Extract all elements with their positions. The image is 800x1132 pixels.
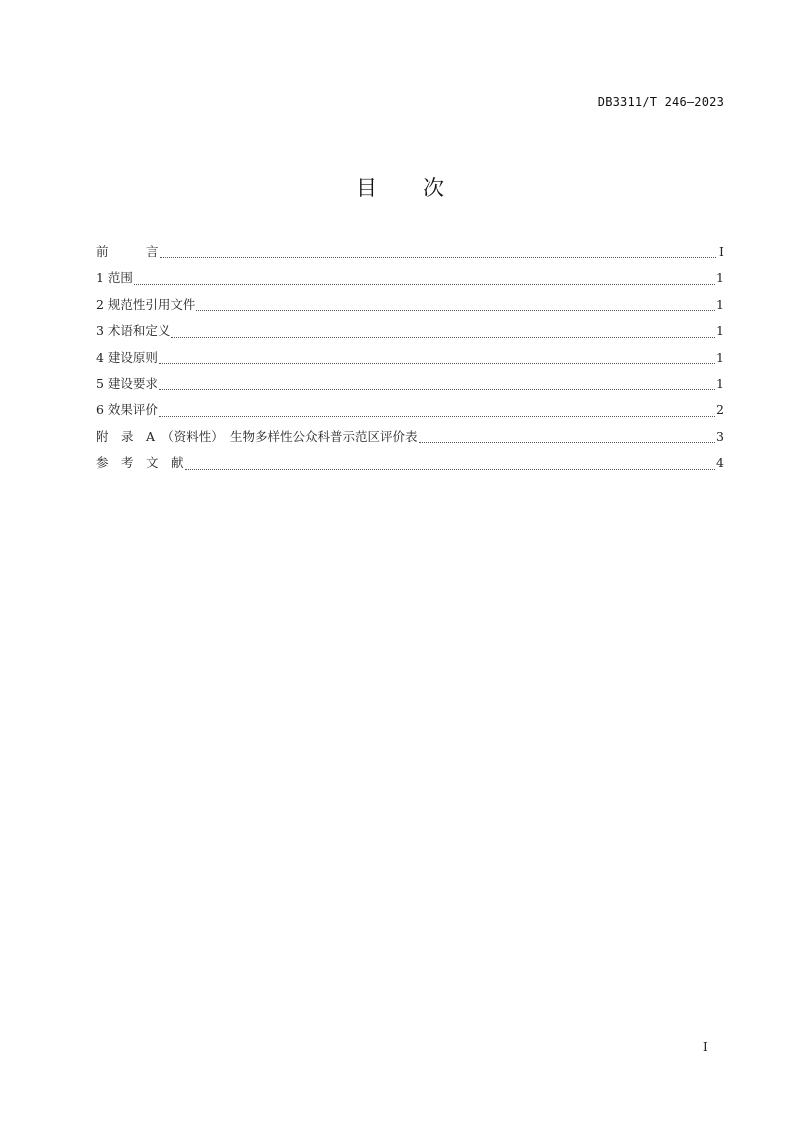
toc-entry-foreword[interactable] — [96, 242, 724, 268]
toc-entry-page: 3 — [716, 428, 724, 444]
toc-entry-page: 1 — [716, 349, 724, 365]
dot-leader — [159, 389, 715, 390]
toc-entry-page: 1 — [716, 375, 724, 391]
toc-entry-label: 5 建设要求 — [96, 375, 158, 391]
toc-entry-label: 参 考 文 献 — [96, 455, 184, 471]
toc-entry-label: 附 录 A （资料性） 生物多样性公众科普示范区评价表 — [96, 428, 418, 444]
toc-entry-page: I — [719, 244, 724, 259]
toc-entry-terms-definitions[interactable] — [96, 321, 724, 347]
standard-code: DB3311/T 246—2023 — [597, 95, 724, 109]
toc-entry-construction-requirements[interactable] — [96, 374, 724, 400]
dot-leader — [419, 442, 716, 443]
toc-entry-bibliography[interactable] — [96, 453, 724, 479]
toc-entry-label: 3 术语和定义 — [96, 323, 171, 339]
page-title — [0, 172, 800, 202]
table-of-contents — [96, 242, 724, 480]
dot-leader — [196, 310, 715, 311]
toc-entry-label: 2 规范性引用文件 — [96, 296, 196, 312]
page-number: I — [703, 1040, 708, 1054]
dot-leader — [134, 284, 715, 285]
toc-entry-effect-evaluation[interactable] — [96, 400, 724, 426]
dot-leader — [160, 257, 716, 258]
toc-entry-scope[interactable] — [96, 268, 724, 294]
toc-entry-page: 1 — [716, 323, 724, 339]
toc-entry-page: 1 — [716, 296, 724, 312]
dot-leader — [159, 363, 715, 364]
dot-leader — [171, 337, 715, 338]
toc-entry-label: 前 言 — [96, 244, 159, 259]
toc-entry-label: 1 范围 — [96, 270, 133, 286]
toc-entry-page: 4 — [716, 455, 724, 471]
toc-entry-construction-principles[interactable] — [96, 348, 724, 374]
toc-entry-page: 1 — [716, 270, 724, 286]
toc-entry-page: 2 — [716, 402, 724, 418]
toc-entry-appendix-a[interactable] — [96, 427, 724, 453]
title-right-char: 次 — [423, 176, 444, 200]
toc-entry-label: 6 效果评价 — [96, 402, 158, 418]
dot-leader — [159, 416, 715, 417]
toc-entry-label: 4 建设原则 — [96, 349, 158, 365]
dot-leader — [185, 469, 716, 470]
title-left-char: 目 — [356, 176, 377, 200]
toc-entry-normative-references[interactable] — [96, 295, 724, 321]
